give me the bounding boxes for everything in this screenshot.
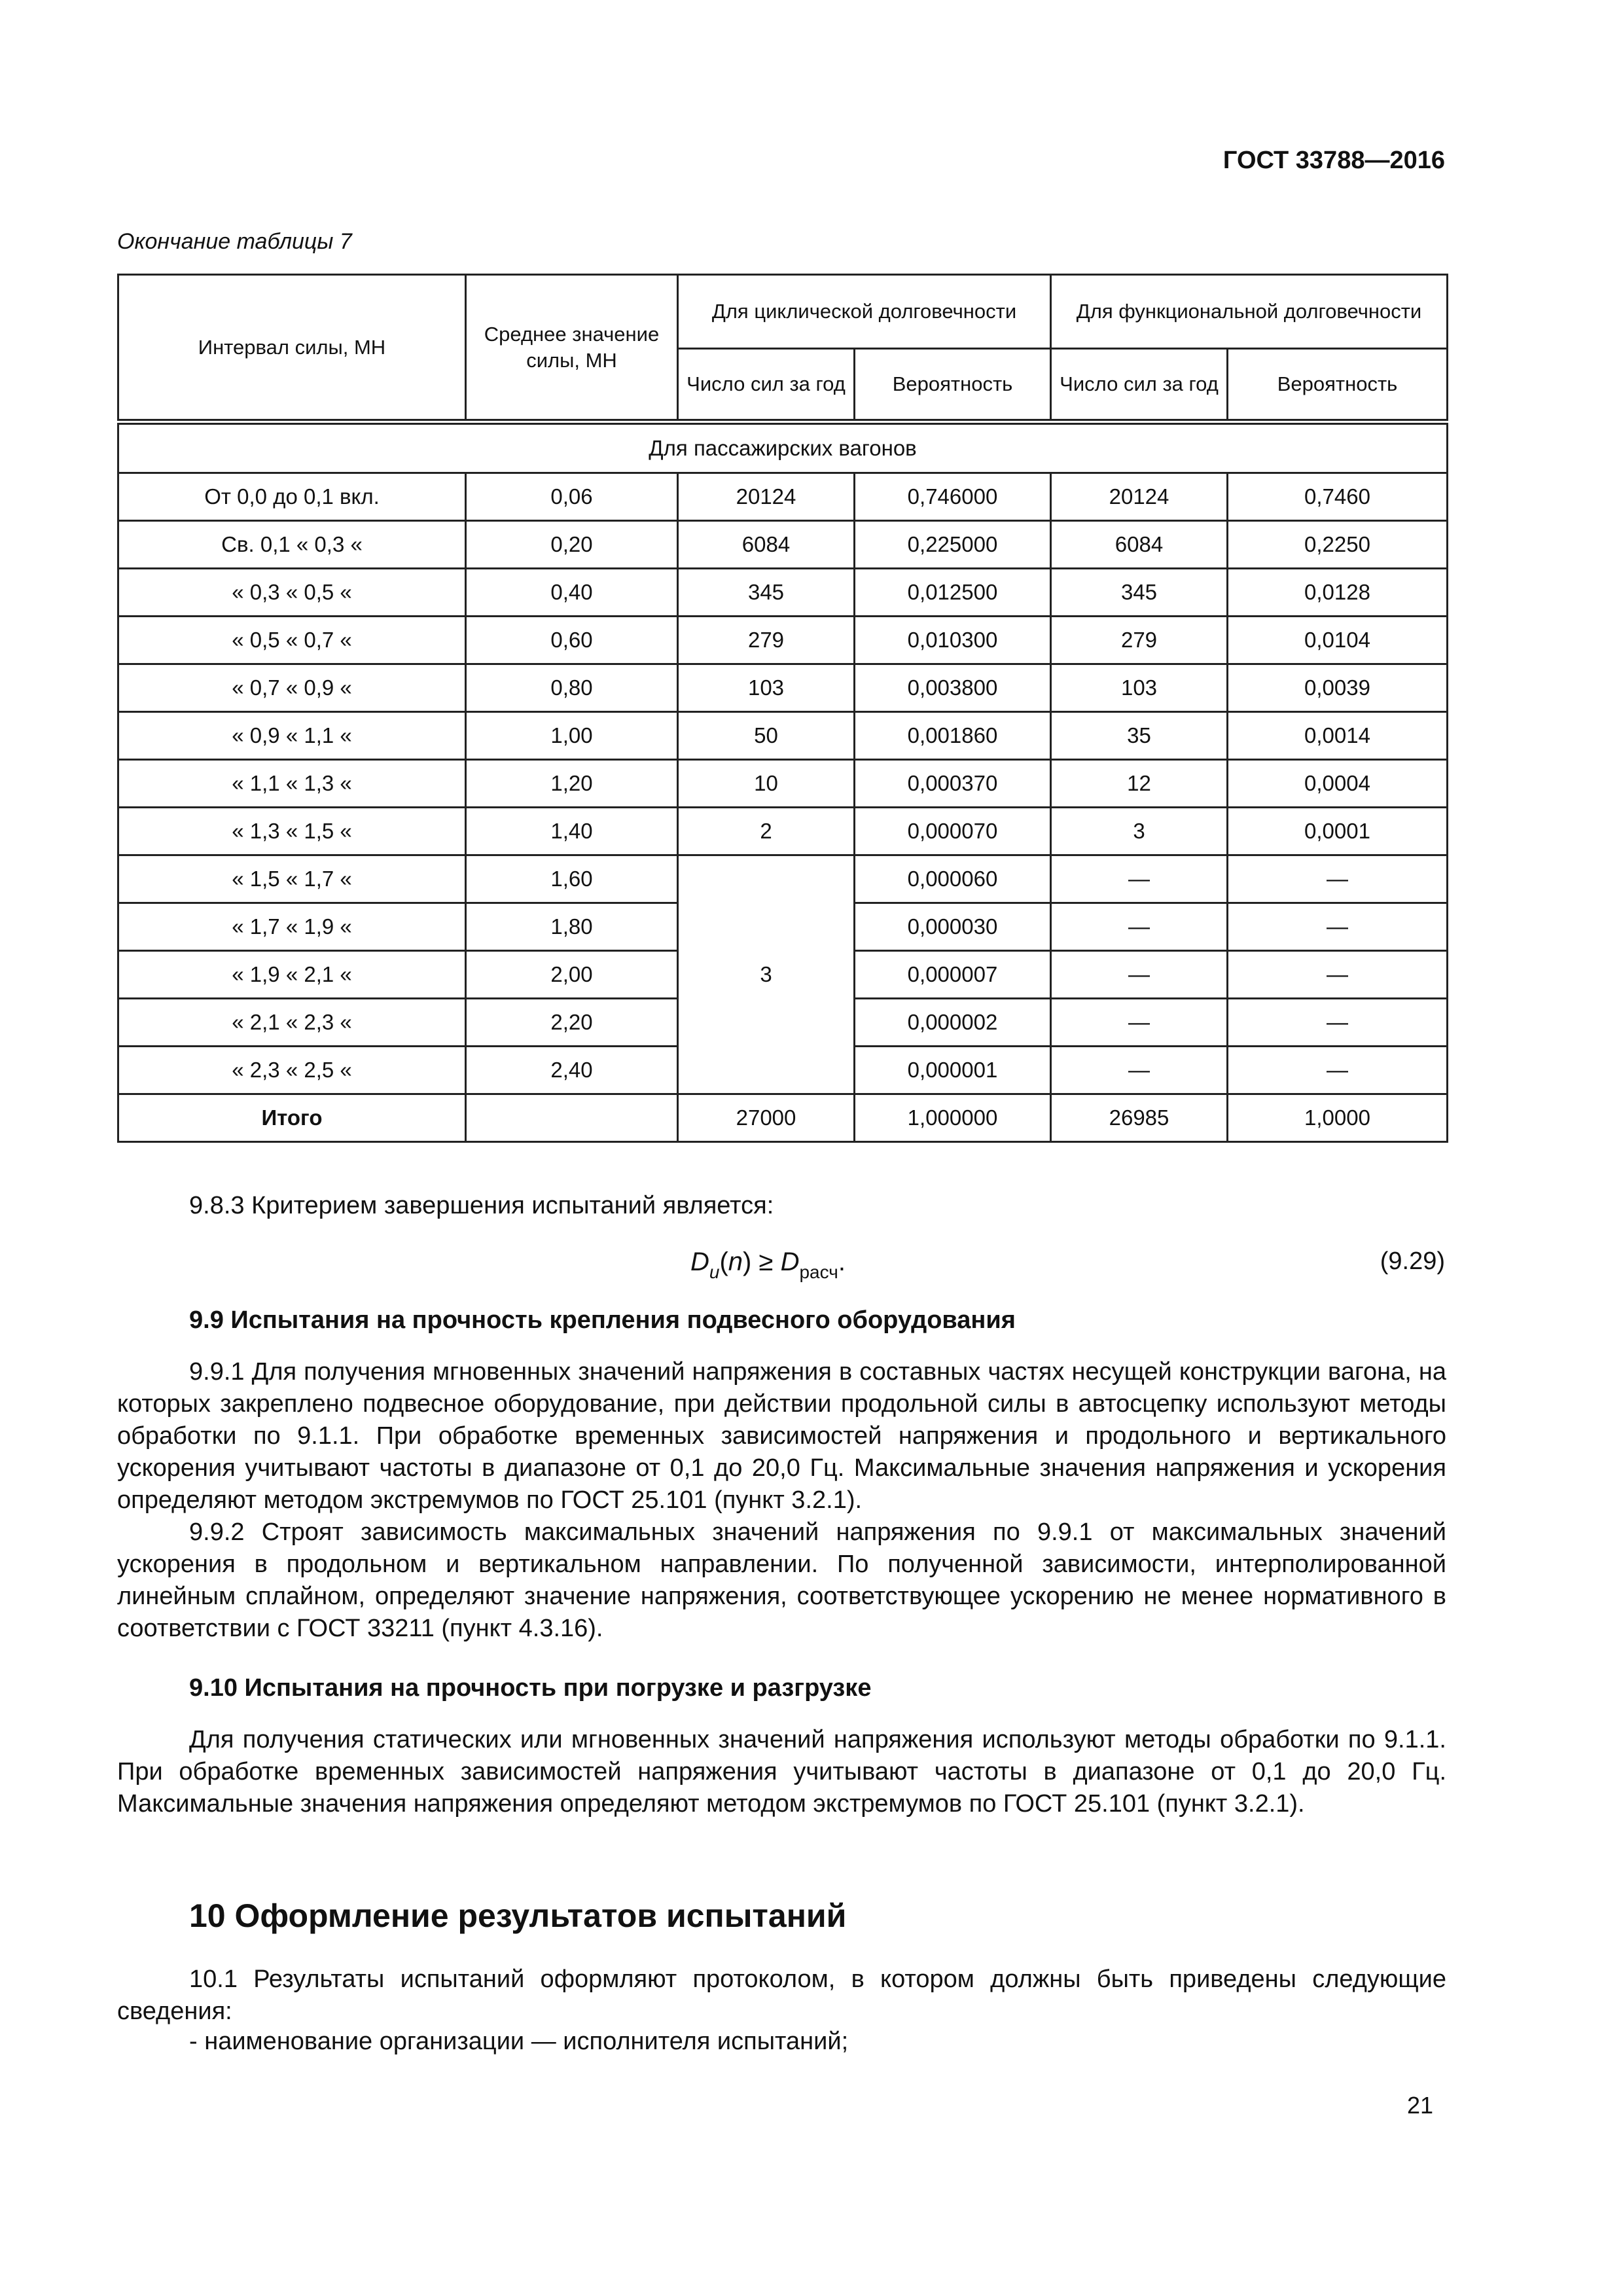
- table-cell: « 0,3 « 0,5 «: [118, 569, 466, 617]
- paragraph-9-9-2: 9.9.2 Строят зависимость максимальных значений напряжения по 9.9.1 от максимальных значений ускорения в продольном и вертикальном направлении. По полученной зависимости, интерполированной линейным сплайном, определяют значение напряжения, соответствующее ускорению не менее нормативного в соответствии с ГОСТ 33211 (пункт 4.3.16).: [117, 1518, 1446, 1642]
- table-cell: 0,80: [466, 664, 678, 712]
- table-cell: 6084: [678, 521, 855, 569]
- table-cell: 0,000370: [855, 760, 1051, 808]
- table-cell: 20124: [678, 473, 855, 521]
- paragraph-9-9-1: 9.9.1 Для получения мгновенных значений напряжения в составных частях несущей конструкции вагона, на которых закреплено подвесное оборудование, при действии продольной силы в автосцепку используют методы обработки по 9.1.1. При обработке временных зависимостей напряжения и продольного и вертикального ускорения учитывают частоты в диапазоне от 0,1 до 20,0 Гц. Максимальные значения напряжения и ускорения определяют методом экстремумов по ГОСТ 25.101 (пункт 3.2.1). 9.9.2 Строят зависимость максимальных значений напряжения по 9.9.1 от максимальных значений ускорения в продольном и вертикальном направлении. По полученной зависимости, интерполированной линейным сплайном, определяют значение напряжения, соответствующее ускорению не менее нормативного в соответствии с ГОСТ 33211 (пункт 4.3.16).: [117, 1356, 1446, 1645]
- table-cell: 0,06: [466, 473, 678, 521]
- header-functional: Для функциональной долговечности: [1051, 275, 1448, 349]
- header-cyclic-count: Число сил за год: [678, 349, 855, 422]
- table-row: [118, 569, 1448, 617]
- table-cell: « 2,3 « 2,5 «: [118, 1047, 466, 1094]
- table-cell: 20124: [1051, 473, 1228, 521]
- table-cell: 0,0104: [1228, 617, 1448, 664]
- table-cell: —: [1051, 855, 1228, 903]
- paragraph-9-10: Для получения статических или мгновенных значений напряжения используют методы обработки по 9.1.1. При обработке временных зависимостей напряжения учитывают частоты в диапазоне от 0,1 до 20,0 Гц. Максимальные значения напряжения определяют методом экстремумов по ГОСТ 25.101 (пункт 3.2.1).: [117, 1726, 1446, 1818]
- table-cell: От 0,0 до 0,1 вкл.: [118, 473, 466, 521]
- table-cell: 2,00: [466, 951, 678, 999]
- table-cell: 0,000030: [855, 903, 1051, 951]
- table-cell: —: [1051, 951, 1228, 999]
- table-cell: 50: [678, 712, 855, 760]
- table-cell: 1,0000: [1228, 1094, 1448, 1142]
- table-cell: « 0,5 « 0,7 «: [118, 617, 466, 664]
- formula-number: (9.29): [1380, 1247, 1445, 1275]
- section-heading-10: 10 Оформление результатов испытаний: [189, 1897, 847, 1934]
- table-cell: 2: [678, 808, 855, 855]
- table-cell: 1,000000: [855, 1094, 1051, 1142]
- table-row: [118, 664, 1448, 712]
- merged-count-cell: 3: [678, 855, 855, 1094]
- table-cell: —: [1051, 903, 1228, 951]
- table-row: [118, 473, 1448, 521]
- table-cell: 6084: [1051, 521, 1228, 569]
- table-cell: 0,000060: [855, 855, 1051, 903]
- header-cyclic: Для циклической долговечности: [678, 275, 1051, 349]
- paragraph-9-8-3: 9.8.3 Критерием завершения испытаний является:: [189, 1192, 774, 1219]
- table-cell: —: [1051, 999, 1228, 1047]
- table-cell: « 0,7 « 0,9 «: [118, 664, 466, 712]
- formula-9-29: $D_u(n) \ge D_{расч}$.: [690, 1247, 846, 1282]
- table-cell: « 0,9 « 1,1 «: [118, 712, 466, 760]
- table-cell: « 1,9 « 2,1 «: [118, 951, 466, 999]
- table-cell: [466, 1094, 678, 1142]
- table-cell: 26985: [1051, 1094, 1228, 1142]
- section-row: Для пассажирских вагонов: [118, 422, 1448, 473]
- table-cell: 1,60: [466, 855, 678, 903]
- table-cell: 103: [1051, 664, 1228, 712]
- table-cell: 0,7460: [1228, 473, 1448, 521]
- total-label: Итого: [118, 1094, 466, 1142]
- table-cell: 0,20: [466, 521, 678, 569]
- table-cell: 0,003800: [855, 664, 1051, 712]
- table-cell: 0,2250: [1228, 521, 1448, 569]
- header-cyclic-prob: Вероятность: [855, 349, 1051, 422]
- table-cell: 0,012500: [855, 569, 1051, 617]
- document-header: ГОСТ 33788—2016: [1222, 147, 1445, 174]
- table-cell: 2,20: [466, 999, 678, 1047]
- table-cell: 0,000007: [855, 951, 1051, 999]
- header-functional-count: Число сил за год: [1051, 349, 1228, 422]
- table-cell: 1,00: [466, 712, 678, 760]
- table-cell: « 1,3 « 1,5 «: [118, 808, 466, 855]
- table-cell: 10: [678, 760, 855, 808]
- table-cell: « 1,1 « 1,3 «: [118, 760, 466, 808]
- table-cell: 3: [1051, 808, 1228, 855]
- table-cell: 0,0039: [1228, 664, 1448, 712]
- table-cell: 2,40: [466, 1047, 678, 1094]
- table-cell: 345: [1051, 569, 1228, 617]
- page-number: 21: [1406, 2092, 1433, 2119]
- table-cell: —: [1228, 1047, 1448, 1094]
- header-mean: Среднее значение силы, МН: [466, 275, 678, 422]
- table-cell: 0,001860: [855, 712, 1051, 760]
- table-cell: 1,20: [466, 760, 678, 808]
- table-row: [118, 712, 1448, 760]
- table-cell: —: [1228, 951, 1448, 999]
- table-cell: 0,225000: [855, 521, 1051, 569]
- table-cell: —: [1228, 999, 1448, 1047]
- header-interval: Интервал силы, МН: [118, 275, 466, 422]
- table-cell: « 1,7 « 1,9 «: [118, 903, 466, 951]
- table-cell: 103: [678, 664, 855, 712]
- table-cell: 279: [1051, 617, 1228, 664]
- table-cell: 0,0014: [1228, 712, 1448, 760]
- header-functional-prob: Вероятность: [1228, 349, 1448, 422]
- table-cell: —: [1051, 1047, 1228, 1094]
- section-heading-9-10: 9.10 Испытания на прочность при погрузке и разгрузке: [189, 1674, 872, 1702]
- table-cell: —: [1228, 903, 1448, 951]
- table-caption: Окончание таблицы 7: [117, 229, 352, 254]
- table-row: [118, 617, 1448, 664]
- table-cell: 279: [678, 617, 855, 664]
- table-cell: 0,000001: [855, 1047, 1051, 1094]
- table-cell: 1,80: [466, 903, 678, 951]
- table-cell: 0,60: [466, 617, 678, 664]
- table-cell: 0,010300: [855, 617, 1051, 664]
- table-cell: 0,000070: [855, 808, 1051, 855]
- section-heading-9-9: 9.9 Испытания на прочность крепления подвесного оборудования: [189, 1306, 1016, 1334]
- list-item: - наименование организации — исполнителя испытаний;: [189, 2028, 849, 2055]
- table-cell: 0,746000: [855, 473, 1051, 521]
- table-cell: 35: [1051, 712, 1228, 760]
- table-cell: Св. 0,1 « 0,3 «: [118, 521, 466, 569]
- table-row: [118, 855, 1448, 903]
- table-cell: 1,40: [466, 808, 678, 855]
- table-row: [118, 521, 1448, 569]
- table-cell: 0,0004: [1228, 760, 1448, 808]
- table-cell: 345: [678, 569, 855, 617]
- table-cell: 0,40: [466, 569, 678, 617]
- table-cell: « 1,5 « 1,7 «: [118, 855, 466, 903]
- table-row: [118, 760, 1448, 808]
- table-cell: 27000: [678, 1094, 855, 1142]
- data-table: [117, 274, 1448, 1143]
- table-cell: 0,0128: [1228, 569, 1448, 617]
- table-cell: « 2,1 « 2,3 «: [118, 999, 466, 1047]
- table-cell: 12: [1051, 760, 1228, 808]
- table-cell: 0,0001: [1228, 808, 1448, 855]
- paragraph-10-1: 10.1 Результаты испытаний оформляют протоколом, в котором должны быть приведены следующие сведения:: [117, 1965, 1446, 2025]
- table-row: [118, 808, 1448, 855]
- total-row: [118, 1094, 1448, 1142]
- table-cell: —: [1228, 855, 1448, 903]
- table-cell: 0,000002: [855, 999, 1051, 1047]
